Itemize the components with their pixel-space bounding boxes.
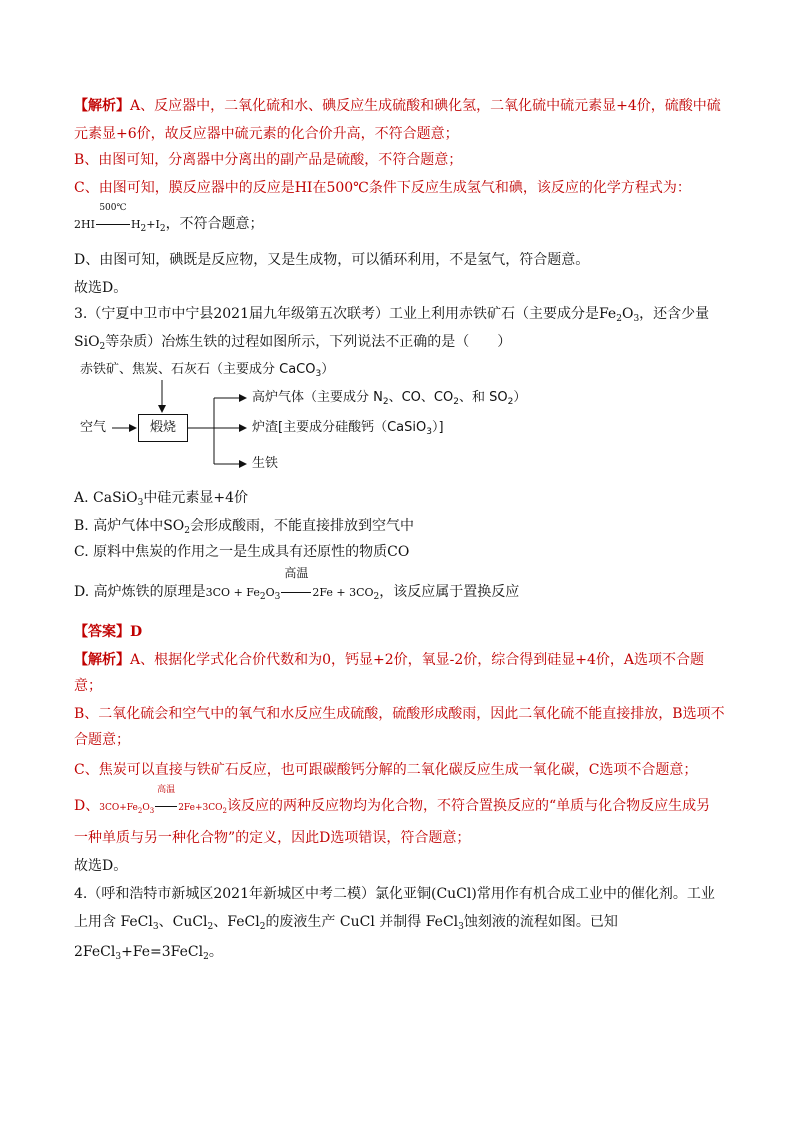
diagram-calcination-box: 煅烧	[138, 414, 188, 442]
question3-line2: SiO$_2$等杂质）冶炼生铁的过程如图所示，下列说法不正确的是（ ）	[74, 334, 512, 352]
analysis-b: B、由图可知，分离器中分离出的副产品是硫酸，不符合题意；	[74, 152, 463, 168]
diagram-arrows	[74, 358, 554, 478]
analysis3-c: C、焦炭可以直接与铁矿石反应，也可跟碳酸钙分解的二氧化碳反应生成一氧化碳，C选项不合题意；	[74, 762, 698, 778]
analysis3-a-line1: 【解析】A、根据化学式化合价代数和为0，钙显+2价，氧显-2价，综合得到硅显+4价，A选项不合题	[74, 652, 705, 668]
analysis3-a-line2: 意；	[74, 678, 102, 694]
option-d: D. 高炉炼铁的原理是$3CO + Fe_2O_3$ 高温 $2Fe + 3CO_2$，该反应属于置换反应	[74, 566, 520, 602]
analysis-tag: 【解析】	[74, 98, 130, 114]
analysis3-b-line1: B、二氧化硫会和空气中的氧气和水反应生成硫酸，硫酸形成酸雨，因此二氧化硫不能直接排放，B选项不	[74, 706, 725, 722]
analysis3-d-line1: D、$3CO+Fe_2O_3$ 高温 $2Fe+3CO_2$该反应的两种反应物均为化合物，不符合置换反应的“单质与化合物反应生成另	[74, 785, 711, 815]
answer-choice-line: 故选D。	[74, 280, 128, 296]
question4-equation: 2FeCl$_3$+Fe=3FeCl$_2$。	[74, 944, 223, 962]
equation-condition: 高温	[284, 566, 309, 580]
question4-line2: 上用含 FeCl$_3$、CuCl$_2$、FeCl$_2$的废液生产 CuCl 并制得 FeCl$_3$蚀刻液的流程如图。已知	[74, 914, 618, 932]
question3-line1: 3.（宁夏中卫市中宁县2021届九年级第五次联考）工业上利用赤铁矿石（主要成分是$Fe_2O_3$，还含少量	[74, 306, 710, 324]
analysis-tag: 【解析】	[74, 652, 130, 668]
diagram-output-gas: 高炉气体（主要成分 $N_2$、CO、$CO_2$、和 $SO_2$）	[252, 390, 527, 407]
analysis3-b-line2: 合题意；	[74, 732, 130, 748]
answer-choice-line-3: 故选D。	[74, 858, 128, 874]
option-c: C. 原料中焦炭的作用之一是生成具有还原性的物质CO	[74, 544, 410, 560]
equation-condition: 高温	[157, 785, 176, 795]
diagram-air-input: 空气	[80, 420, 107, 435]
ironmaking-flow-diagram	[74, 358, 554, 478]
analysis-d: D、由图可知，碘既是反应物，又是生成物，可以循环利用，不是氢气，符合题意。	[74, 252, 590, 268]
option-b: B. 高炉气体中$SO_2$会形成酸雨，不能直接排放到空气中	[74, 518, 414, 536]
option-a: A. CaSiO$_3$中硅元素显+4价	[74, 490, 248, 508]
diagram-raw-materials: 赤铁矿、焦炭、石灰石（主要成分 CaCO$_3$）	[80, 362, 335, 379]
diagram-output-slag: 炉渣[主要成分硅酸钙（CaSiO$_3$）]	[252, 420, 444, 437]
diagram-output-pig-iron: 生铁	[252, 456, 279, 471]
analysis-c: C、由图可知，膜反应器中的反应是HI在500℃条件下反应生成氢气和碘，该反应的化学方程式为：	[74, 180, 691, 196]
question4-line1: 4.（呼和浩特市新城区2021年新城区中考二模）氯化亚铜(CuCl)常用作有机合成工业中的催化剂。工业	[74, 886, 715, 902]
equation-condition: 500℃	[99, 203, 127, 213]
answer-line: 【答案】D	[74, 624, 143, 640]
analysis-a-line1: 【解析】A、反应器中，二氧化硫和水、碘反应生成硫酸和碘化氢，二氧化硫中硫元素显+4价，硫酸中硫	[74, 98, 721, 114]
hi-decomposition-equation: 2HI 500℃ $H_2+I_2$，不符合题意；	[74, 203, 264, 234]
analysis3-d-line2: 一种单质与另一种化合物”的定义，因此D选项错误，符合题意；	[74, 830, 471, 846]
analysis-a-line2: 元素显+6价，故反应器中硫元素的化合价升高，不符合题意；	[74, 126, 459, 142]
